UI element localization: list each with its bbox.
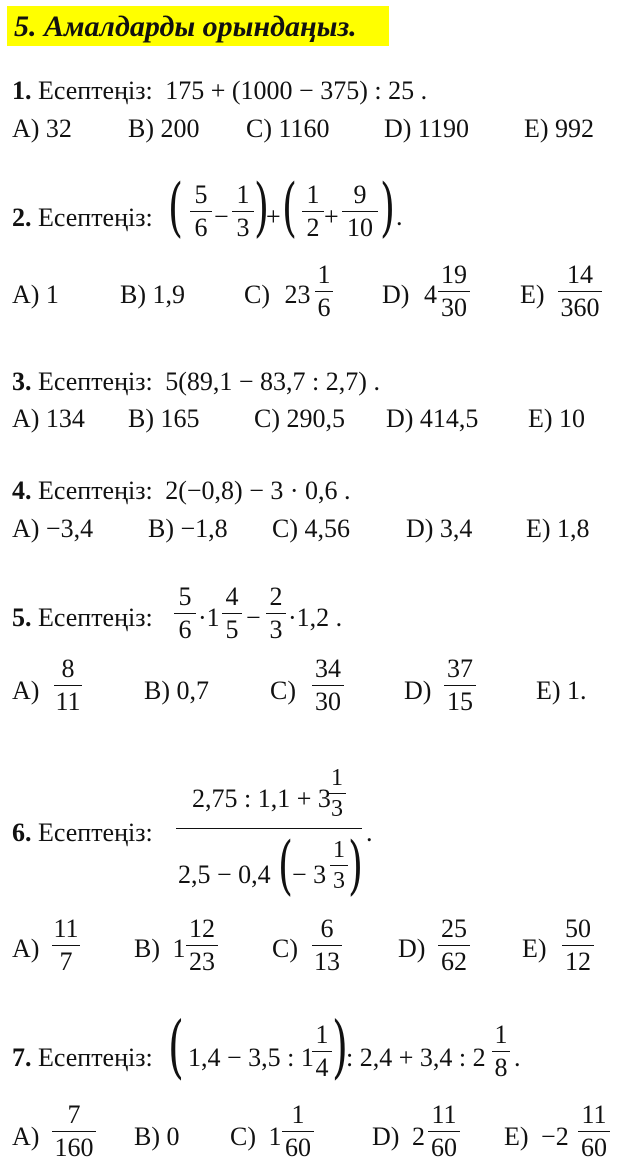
option-c[interactable]: C) 23 <box>244 280 311 309</box>
fraction: 6 13 <box>314 914 340 976</box>
option-a[interactable]: A) −3,4 <box>12 514 94 543</box>
problem-4-header <box>12 478 351 504</box>
fraction: 1 3 <box>328 766 346 821</box>
paren-open: ( <box>278 829 293 903</box>
operator: + <box>324 202 339 231</box>
paren-close: ) <box>380 171 395 245</box>
fraction: 1 2 <box>302 182 324 241</box>
fraction: 5 6 <box>174 584 196 643</box>
problem-label: Есептеңіз: <box>38 476 153 505</box>
fraction: 1 8 <box>492 1022 510 1081</box>
operator: − <box>246 603 261 632</box>
operator: ·1 <box>198 603 220 632</box>
section-title: 5. Амалдарды орындаңыз. <box>14 10 357 43</box>
problem-expression: 5(89,1 − 83,7 : 2,7) . <box>165 367 380 396</box>
problem-expression: 2(−0,8) − 3 · 0,6 . <box>165 476 351 505</box>
denominator-inner: − 3 <box>292 860 327 889</box>
problem-number: 2. <box>12 203 32 232</box>
operator: + <box>266 202 281 231</box>
fraction: 7 160 <box>52 1102 96 1161</box>
problem-3-header <box>12 369 380 395</box>
fraction: 14 360 <box>558 262 602 321</box>
denominator-expression: 2,5 − 0,4 <box>178 860 271 889</box>
problem-label: Есептеңіз: <box>38 603 153 632</box>
fraction: 8 11 <box>55 654 81 716</box>
option-d[interactable]: D) <box>404 676 432 705</box>
period: . <box>366 818 373 847</box>
option-e[interactable]: E) <box>520 280 545 309</box>
fraction: 4 5 <box>222 584 242 643</box>
problem-label: Есептеңіз: <box>38 203 153 232</box>
fraction: 9 10 <box>342 182 378 241</box>
problem-number: 7. <box>12 1043 32 1072</box>
fraction: 37 15 <box>444 656 476 715</box>
problem-label: Есептеңіз: <box>38 818 153 847</box>
option-d[interactable]: D) 1190 <box>384 114 469 143</box>
fraction: 5 6 <box>190 182 212 241</box>
problem-7-header <box>12 1045 153 1071</box>
problem-number: 5. <box>12 603 32 632</box>
option-b[interactable]: B) 1 <box>134 934 186 963</box>
option-c[interactable]: C) 1 <box>230 1122 282 1151</box>
option-d[interactable]: D) 414,5 <box>386 404 479 433</box>
period: . <box>514 1043 521 1072</box>
numerator-expression: 2,75 : 1,1 + 3 <box>192 784 331 813</box>
fraction: 1 3 <box>232 182 254 241</box>
problem-2-header <box>12 205 153 231</box>
option-a[interactable]: A) <box>12 676 40 705</box>
fraction: 12 23 <box>186 916 218 975</box>
fraction: 25 62 <box>438 916 470 975</box>
option-b[interactable]: B) −1,8 <box>148 514 228 543</box>
paren-open: ( <box>168 1008 184 1087</box>
operator: − <box>214 202 229 231</box>
option-b[interactable]: B) 0 <box>134 1122 180 1151</box>
problem-label: Есептеңіз: <box>38 367 153 396</box>
fraction: 11 60 <box>428 1102 460 1161</box>
option-e[interactable]: E) −2 <box>504 1122 569 1151</box>
option-c[interactable]: C) <box>270 676 296 705</box>
problem-number: 1. <box>12 76 32 105</box>
option-a[interactable]: A) 32 <box>12 114 72 143</box>
option-c[interactable]: C) 1160 <box>246 114 330 143</box>
problem-expression: 175 + (1000 − 375) : 25 . <box>165 76 428 105</box>
paren-open: ( <box>282 171 297 245</box>
main-fraction-bar <box>176 828 362 829</box>
option-d[interactable]: D) 4 <box>382 280 437 309</box>
fraction: 1 60 <box>282 1102 314 1161</box>
paren-close: ) <box>332 1008 348 1087</box>
option-c[interactable]: C) <box>272 934 298 963</box>
problem-5-header <box>12 605 153 631</box>
fraction: 1 3 <box>330 838 348 893</box>
paren-close: ) <box>254 171 269 245</box>
option-d[interactable]: D) 2 <box>372 1122 425 1151</box>
problem-6-header <box>12 820 153 846</box>
option-d[interactable]: D) 3,4 <box>406 514 473 543</box>
option-e[interactable]: E) 1. <box>536 676 587 705</box>
fraction: 2 3 <box>266 584 286 643</box>
fraction: 1 6 <box>315 262 333 321</box>
fraction: 34 30 <box>312 656 344 715</box>
option-c[interactable]: C) 4,56 <box>272 514 350 543</box>
problem-label: Есептеңіз: <box>38 1043 153 1072</box>
problem-label: Есептеңіз: <box>38 76 153 105</box>
option-e[interactable]: E) <box>522 934 547 963</box>
period: . <box>396 202 403 231</box>
option-d[interactable]: D) <box>398 934 426 963</box>
option-a[interactable]: A) 134 <box>12 404 85 433</box>
option-b[interactable]: B) 200 <box>128 114 200 143</box>
option-b[interactable]: B) 165 <box>128 404 200 433</box>
option-e[interactable]: E) 1,8 <box>526 514 590 543</box>
option-a[interactable]: A) 1 <box>12 280 59 309</box>
fraction: 19 30 <box>438 262 470 321</box>
fraction: 11 7 <box>53 914 79 976</box>
option-b[interactable]: B) 1,9 <box>120 280 185 309</box>
problem-number: 3. <box>12 367 32 396</box>
option-a[interactable]: A) <box>12 934 40 963</box>
fraction: 1 4 <box>312 1022 332 1081</box>
paren-close: ) <box>348 829 363 903</box>
problem-number: 6. <box>12 818 32 847</box>
option-b[interactable]: B) 0,7 <box>144 676 209 705</box>
problem-1-header <box>12 78 427 104</box>
option-e[interactable]: E) 10 <box>528 404 586 433</box>
paren-open: ( <box>168 171 183 245</box>
option-c[interactable]: C) 290,5 <box>254 404 345 433</box>
option-a[interactable]: A) <box>12 1122 40 1151</box>
after-expression: : 2,4 + 3,4 : 2 <box>346 1043 486 1072</box>
operator: ·1,2 . <box>288 603 343 632</box>
inner-expression: 1,4 − 3,5 : 1 <box>188 1043 314 1072</box>
fraction: 50 12 <box>562 916 594 975</box>
option-e[interactable]: E) 992 <box>524 114 595 143</box>
fraction: 11 60 <box>578 1102 610 1161</box>
problem-number: 4. <box>12 476 32 505</box>
